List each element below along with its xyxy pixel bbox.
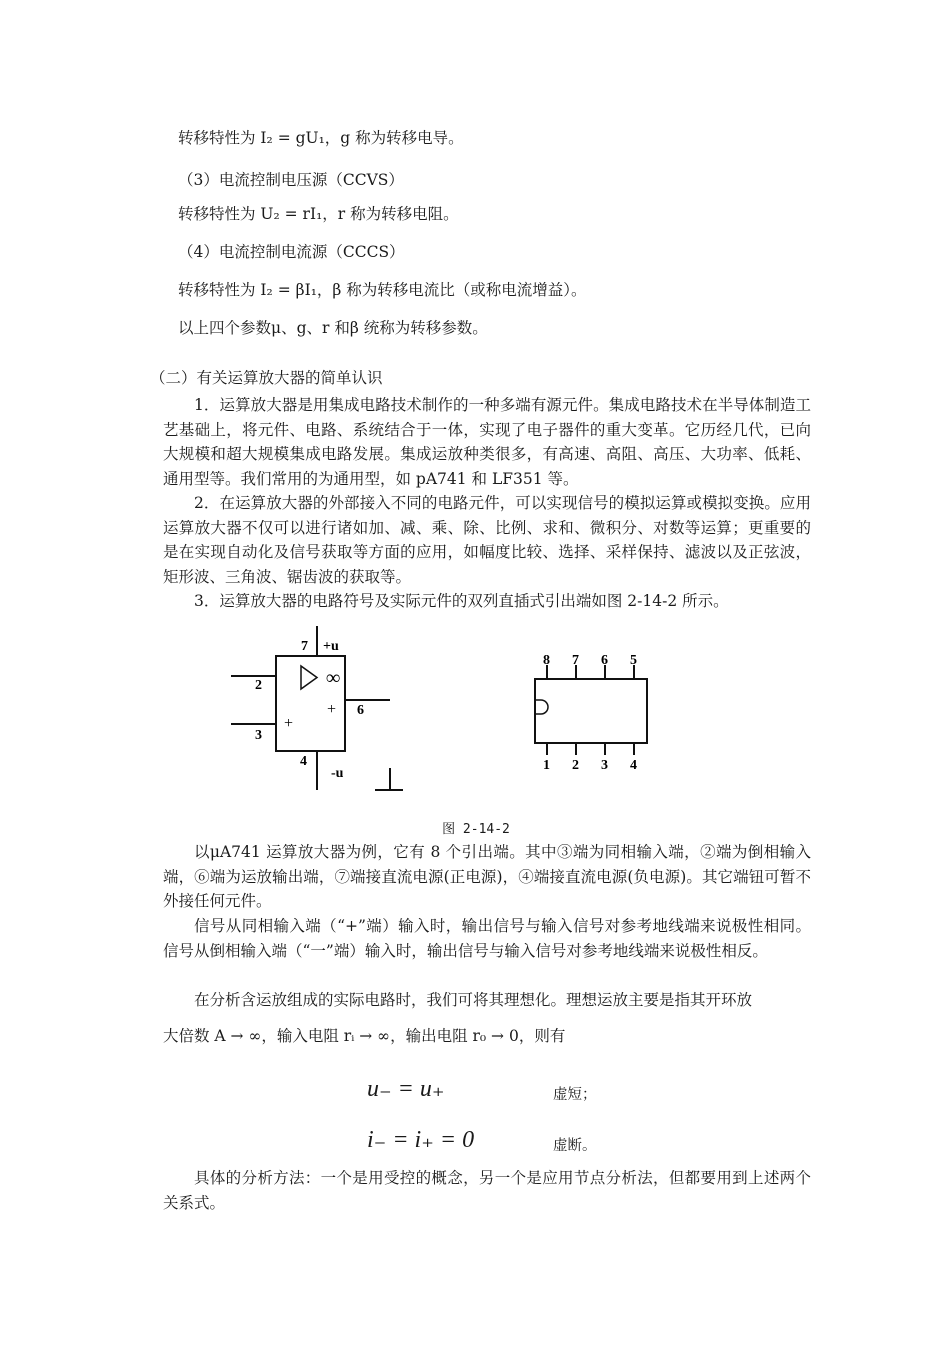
gain-infinity-label: ∞ bbox=[326, 667, 341, 689]
output-plus-label: + bbox=[327, 701, 337, 718]
pin-6-label: 6 bbox=[601, 653, 608, 668]
ideal-opamp-conditions: 大倍数 A → ∞，输入电阻 rᵢ → ∞，输出电阻 r₀ → 0，则有 bbox=[163, 1027, 566, 1045]
supply-positive-label: +u bbox=[323, 639, 339, 654]
supply-negative-label: -u bbox=[331, 766, 344, 781]
dip-body bbox=[535, 679, 647, 743]
virtual-short-equation: u₋ = u₊ bbox=[367, 1076, 445, 1102]
pin-4-label: 4 bbox=[630, 758, 637, 773]
ccvs-heading: （3）电流控制电压源（CCVS） bbox=[178, 171, 404, 189]
vccs-transfer-line: 转移特性为 I₂ = gU₁，g 称为转移电导。 bbox=[178, 129, 464, 147]
paragraph-opamp-applications: 2．在运算放大器的外部接入不同的电路元件，可以实现信号的模拟运算或模拟变换。应用运算放大器不仅可以进行诸如加、减、乘、除、比例、求和、微积分、对数等运算；更重要的是在实现自动化及信号获取等方面的应用，如幅度比较、选择、采样保持、滤波以及正弦波，矩形波、三角波、锯齿波的获取等。 bbox=[163, 494, 811, 586]
pin-7-label: 7 bbox=[301, 639, 308, 654]
pin-3-label: 3 bbox=[601, 758, 608, 773]
paragraph-polarity: 信号从同相输入端（“+”端）输入时，输出信号与输入信号对参考地线端来说极性相同。信号从倒相输入端（“一”端）输入时，输出信号与输入信号对参考地线端来说极性相反。 bbox=[163, 917, 811, 960]
section-heading: （二）有关运算放大器的简单认识 bbox=[150, 369, 383, 387]
pin-2-label: 2 bbox=[572, 758, 579, 773]
virtual-open-label: 虚断。 bbox=[553, 1138, 597, 1154]
virtual-short-label: 虚短； bbox=[553, 1087, 597, 1103]
paragraph-analysis-methods: 具体的分析方法：一个是用受控的概念，另一个是应用节点分析法，但都要用到上述两个关系式。 bbox=[163, 1169, 811, 1212]
ccvs-transfer-line: 转移特性为 U₂ = rI₁，r 称为转移电阻。 bbox=[178, 205, 459, 223]
paragraph-ua741-pins: 以μA741 运算放大器为例，它有 8 个引出端。其中③端为同相输入端，②端为倒相输入端，⑥端为运放输出端，⑦端接直流电源(正电源)，④端接直流电源(负电源)。其它端钮可暂不外接任何元件。 bbox=[163, 843, 811, 911]
pin-8-label: 8 bbox=[543, 653, 550, 668]
cccs-heading: （4）电流控制电流源（CCCS） bbox=[178, 243, 405, 261]
dip-package-diagram bbox=[525, 645, 655, 775]
opamp-symbol-diagram bbox=[225, 622, 405, 797]
pin-6-label: 6 bbox=[357, 703, 364, 718]
virtual-open-equation: i₋ = i₊ = 0 bbox=[367, 1127, 475, 1153]
non-inverting-plus-label: + bbox=[284, 715, 294, 732]
paragraph-ideal-opamp: 在分析含运放组成的实际电路时，我们可将其理想化。理想运放主要是指其开环放 bbox=[194, 991, 753, 1009]
pin-5-label: 5 bbox=[630, 653, 637, 668]
amplifier-triangle bbox=[301, 666, 317, 689]
params-summary-line: 以上四个参数μ、g、r 和β 统称为转移参数。 bbox=[178, 319, 488, 337]
pin-3-label: 3 bbox=[255, 728, 262, 743]
pin-2-label: 2 bbox=[255, 678, 262, 693]
pin-7-label: 7 bbox=[572, 653, 579, 668]
cccs-transfer-line: 转移特性为 I₂ = βI₁，β 称为转移电流比（或称电流增益）。 bbox=[178, 281, 587, 299]
paragraph-figure-ref: 3．运算放大器的电路符号及实际元件的双列直插式引出端如图 2-14-2 所示。 bbox=[194, 592, 729, 610]
dip-notch bbox=[535, 700, 548, 714]
paragraph-opamp-intro: 1．运算放大器是用集成电路技术制作的一种多端有源元件。集成电路技术在半导体制造工艺基础上，将元件、电路、系统结合于一体，实现了电子器件的重大变革。它历经几代，已向大规模和超大规模集成电路发展。集成运放种类很多，有高速、高阻、高压、大功率、低耗、通用型等。我们常用的为通用型，如 pA741 和 LF351 等。 bbox=[163, 396, 811, 488]
figure-caption: 图 2-14-2 bbox=[442, 822, 510, 837]
pin-1-label: 1 bbox=[543, 758, 550, 773]
pin-4-label: 4 bbox=[300, 754, 307, 769]
